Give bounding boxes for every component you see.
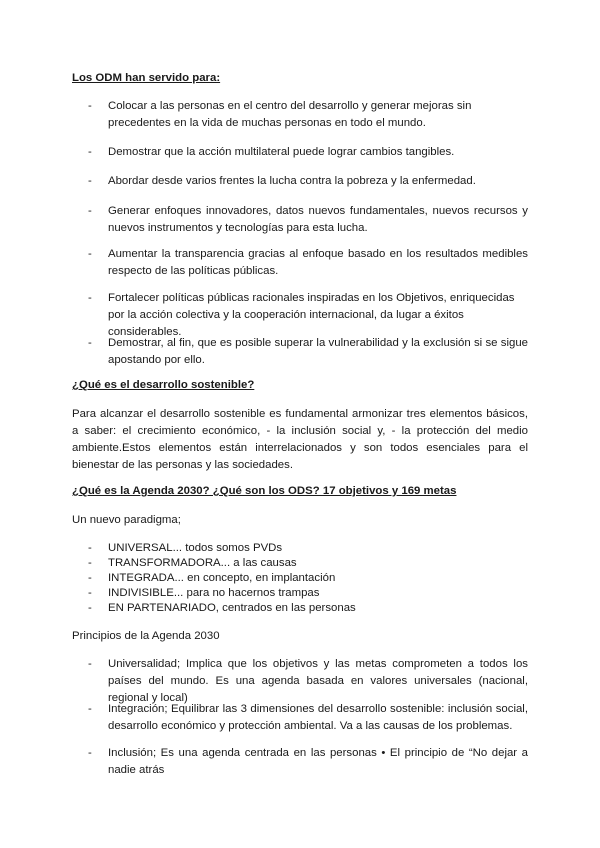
list-dash: - [88,557,92,569]
list-dash: - [88,602,92,614]
paradigm-item-text: EN PARTENARIADO, centrados en las personas [108,602,356,614]
principle-item-text: Inclusión; Es una agenda centrada en las personas • El principio de “No dejar a nadie atrás [108,747,528,776]
odm-item-text: Demostrar, al fin, que es posible superar la vulnerabilidad y la exclusión si se sigue apostando por ello. [108,337,528,366]
principle-item-text: Integración; Equilibrar las 3 dimensiones del desarrollo sostenible: inclusión social, desarrollo económico y protección ambiental. Va a las causas de los problemas. [108,703,528,732]
list-dash: - [88,292,92,304]
heading-desarrollo-sostenible: ¿Qué es el desarrollo sostenible? [72,379,255,391]
paradigm-item-text: TRANSFORMADORA... a las causas [108,557,297,569]
list-dash: - [88,146,92,158]
list-dash: - [88,658,92,670]
paragraph-desarrollo-sostenible: Para alcanzar el desarrollo sostenible es fundamental armonizar tres elementos básicos, a saber: el crecimiento económico, - la inclusión social y, - la protección del medio ambiente.Estos elementos están interrelacionados y son todos esenciales para el bienestar de las personas y las sociedades. [72,408,528,471]
heading-agenda-2030: ¿Qué es la Agenda 2030? ¿Qué son los ODS? 17 objetivos y 169 metas [72,485,457,497]
list-dash: - [88,542,92,554]
odm-item-text: Generar enfoques innovadores, datos nuevos fundamentales, nuevos recursos y nuevos instrumentos y tecnologías para esta lucha. [108,205,528,234]
list-dash: - [88,337,92,349]
list-dash: - [88,205,92,217]
odm-item-text: Colocar a las personas en el centro del desarrollo y generar mejoras sin precedentes en la vida de muchas personas en todo el mundo. [108,100,472,129]
heading-odm: Los ODM han servido para: [72,72,221,84]
list-dash: - [88,100,92,112]
odm-item-text: Aumentar la transparencia gracias al enfoque basado en los resultados medibles respecto de las políticas públicas. [108,248,528,277]
odm-item-text: Abordar desde varios frentes la lucha contra la pobreza y la enfermedad. [108,175,476,187]
paradigm-item-text: INDIVISIBLE... para no hacernos trampas [108,587,320,599]
paradigm-label: Un nuevo paradigma; [72,514,181,526]
list-dash: - [88,747,92,759]
odm-item-text: Demostrar que la acción multilateral puede lograr cambios tangibles. [108,146,455,158]
principles-label: Principios de la Agenda 2030 [72,630,220,642]
list-dash: - [88,248,92,260]
paradigm-item-text: INTEGRADA... en concepto, en implantación [108,572,336,584]
list-dash: - [88,572,92,584]
list-dash: - [88,703,92,715]
odm-item-text: Fortalecer políticas públicas racionales inspiradas en los Objetivos, enriquecidas por la acción colectiva y la cooperación internacional, da lugar a éxitos considerables. [108,292,515,338]
paradigm-item-text: UNIVERSAL... todos somos PVDs [108,542,283,554]
list-dash: - [88,175,92,187]
principle-item-text: Universalidad; Implica que los objetivos y las metas comprometen a todos los países del mundo. Es una agenda basada en valores universales (nacional, regional y local) [108,658,528,704]
list-dash: - [88,587,92,599]
